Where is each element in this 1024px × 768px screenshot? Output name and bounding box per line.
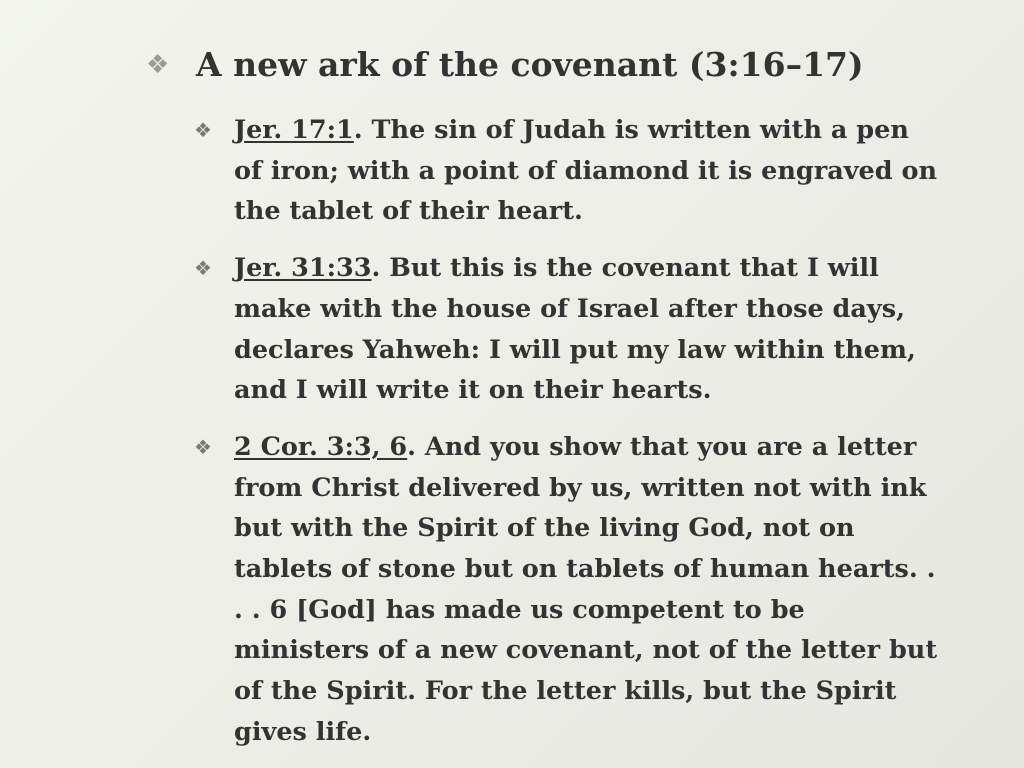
list-item-text — [234, 110, 938, 232]
diamond-bullet-icon: ❖ — [194, 118, 212, 142]
sub-bullet-list — [194, 110, 954, 753]
scripture-quote: . But this is the covenant that I will make with the house of Israel after those days, declares Yahweh: I will put my law within them, and I will write it on their hearts. — [234, 253, 916, 406]
scripture-quote: . And you show that you are a letter from Christ delivered by us, written not with ink but with the Spirit of the living God, not on tablets of stone but on tablets of human hearts. . . . 6 [God] has made us competent to be ministers of a new covenant, not of the letter but of the Spirit. For the letter kills, but the Spirit gives life. — [234, 431, 938, 747]
scripture-quote: . The sin of Judah is written with a pen of iron; with a point of diamond it is engraved on the tablet of their heart. — [234, 115, 938, 227]
scripture-reference-link[interactable]: 2 Cor. 3:3, 6 — [234, 431, 408, 462]
list-item — [194, 427, 954, 753]
diamond-bullet-icon: ❖ — [194, 434, 212, 459]
list-item-text — [234, 248, 938, 411]
diamond-bullet-icon: ❖ — [194, 256, 212, 281]
scripture-reference-link[interactable]: Jer. 31:33 — [234, 253, 372, 284]
main-bullet — [146, 40, 946, 90]
list-item — [194, 248, 954, 411]
slide-title: A new ark of the covenant (3:16–17) — [196, 45, 864, 84]
scripture-reference-link[interactable]: Jer. 17:1 — [234, 115, 354, 145]
list-item-text — [234, 427, 938, 753]
diamond-bullet-icon: ❖ — [146, 50, 170, 80]
list-item — [194, 110, 954, 232]
